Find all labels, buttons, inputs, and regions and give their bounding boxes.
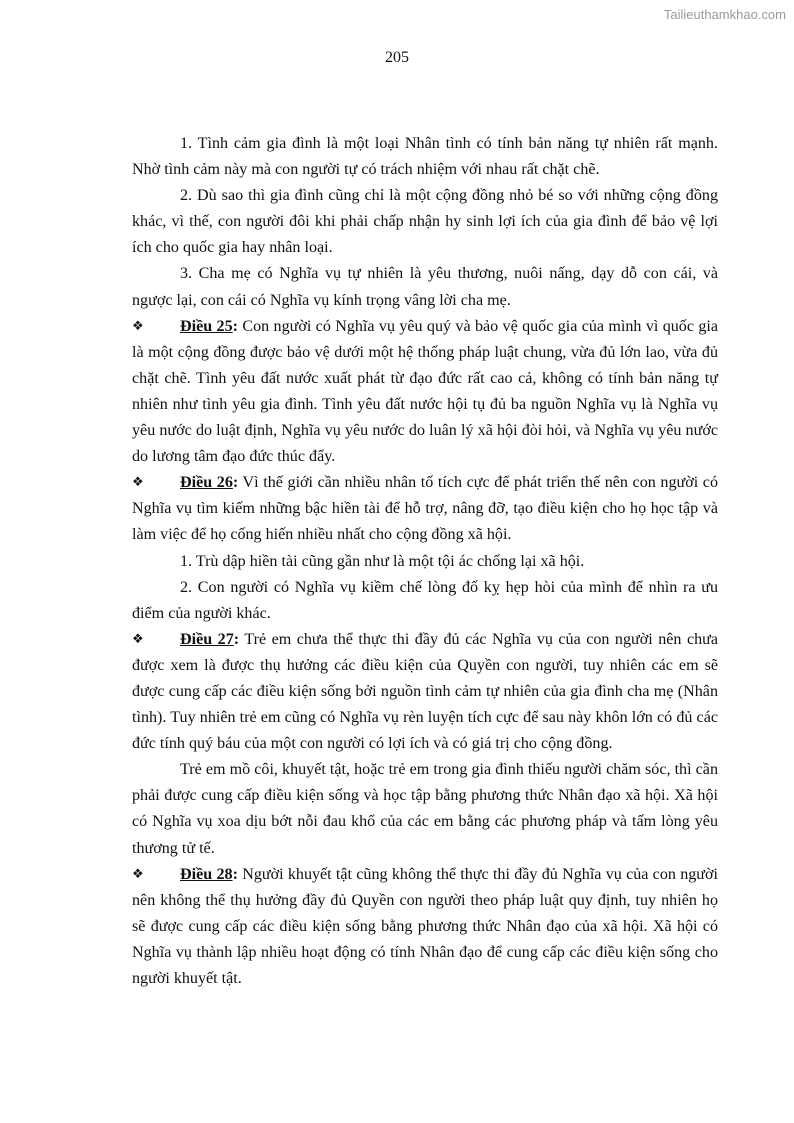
- watermark: Tailieuthamkhao.com: [663, 7, 786, 22]
- article-25-label: Điều 25: [180, 317, 233, 335]
- paragraph-family-sacrifice: 2. Dù sao thì gia đình cũng chỉ là một cộng đồng nhỏ bé so với những cộng đồng khác, vì thế, con người đôi khi phải chấp nhận hy sinh lợi ích của gia đình để bảo vệ lợi ích cho quốc gia hay nhân loại.: [132, 187, 718, 257]
- paragraph-family-instinct: 1. Tình cảm gia đình là một loại Nhân tình có tính bản năng tự nhiên rất mạnh. Nhờ tình cảm này mà con người tự có trách nhiệm với nhau rất chặt chẽ.: [132, 135, 718, 179]
- article-26-label: Điều 26: [180, 474, 233, 492]
- diamond-bullet-icon: ❖: [132, 630, 144, 646]
- paragraph-talent-suppression: 1. Trù dập hiền tài cũng gần như là một tội ác chống lại xã hội.: [180, 552, 585, 570]
- diamond-bullet-icon: ❖: [132, 865, 144, 881]
- diamond-bullet-icon: ❖: [132, 474, 144, 490]
- article-25-text: Con người có Nghĩa vụ yêu quý và bảo vệ quốc gia của mình vì quốc gia là một cộng đồng được bảo vệ dưới một hệ thống pháp luật chung, vừa đủ lớn lao, vừa đủ chặt chẽ. Tình yêu đất nước xuất phát từ đạo đức rất cao cả, không có tính bản năng tự nhiên như tình yêu gia đình. Tình yêu đất nước hội tụ đủ ba nguồn Nghĩa vụ là Nghĩa vụ yêu nước do luật định, Nghĩa vụ yêu nước do luân lý xã hội đòi hỏi, và Nghĩa vụ yêu nước do lương tâm đạo đức thúc đẩy.: [132, 317, 718, 466]
- article-27-text: Trẻ em chưa thể thực thi đầy đủ các Nghĩa vụ của con người nên chưa được xem là được thụ hưởng các điều kiện của Quyền con người, tuy nhiên các em sẽ được cung cấp các điều kiện sống bởi nguồn tình cảm tự nhiên của gia đình cha mẹ (Nhân tình). Tuy nhiên trẻ em cũng có Nghĩa vụ rèn luyện tích cực để sau này khôn lớn có đủ các đức tính quý báu của một con người có lợi ích và có giá trị cho cộng đồng.: [132, 630, 719, 753]
- document-body: [132, 131, 718, 992]
- article-26-text: Vì thế giới cần nhiều nhân tố tích cực để phát triển thế nên con người có Nghĩa vụ tìm kiếm những bậc hiền tài để hỗ trợ, nâng đỡ, tạo điều kiện cho họ học tập và làm việc để họ cống hiến nhiều nhất cho cộng đồng xã hội.: [132, 474, 718, 544]
- article-28-colon: :: [232, 865, 238, 883]
- article-27-colon: :: [233, 630, 240, 648]
- article-28-text: Người khuyết tật cũng không thể thực thi đầy đủ Nghĩa vụ của con người nên không thể thụ hưởng đầy đủ Quyền con người theo pháp luật quy định, tuy nhiên họ sẽ được cung cấp các điều kiện sống bằng phương thức Nhân đạo của xã hội. Xã hội có Nghĩa vụ thành lập nhiều hoạt động có tính Nhân đạo để cung cấp các điều kiện sống cho người khuyết tật.: [132, 865, 718, 987]
- page-number: 205: [385, 49, 409, 66]
- article-25: [132, 314, 718, 471]
- article-28-label: Điều 28: [180, 865, 233, 883]
- article-26-colon: :: [232, 474, 239, 492]
- paragraph-envy-restraint: 2. Con người có Nghĩa vụ kiềm chế lòng đố kỵ hẹp hòi của mình để nhìn ra ưu điểm của người khác.: [132, 578, 718, 622]
- article-28: [132, 862, 718, 992]
- article-27-label: Điều 27: [180, 630, 234, 648]
- article-25-colon: :: [232, 317, 238, 335]
- article-27: [132, 627, 718, 757]
- article-26: [132, 470, 718, 548]
- paragraph-parents-duty: 3. Cha mẹ có Nghĩa vụ tự nhiên là yêu thương, nuôi nấng, dạy dỗ con cái, và ngược lại, con cái có Nghĩa vụ kính trọng vâng lời cha mẹ.: [132, 265, 718, 309]
- diamond-bullet-icon: ❖: [132, 317, 144, 333]
- paragraph-orphans: Trẻ em mồ côi, khuyết tật, hoặc trẻ em trong gia đình thiếu người chăm sóc, thì cần phải được cung cấp điều kiện sống và học tập bằng phương thức Nhân đạo xã hội. Xã hội có Nghĩa vụ xoa dịu bớt nỗi đau khổ của các em bằng các phương pháp và tấm lòng yêu thương tử tế.: [132, 761, 718, 857]
